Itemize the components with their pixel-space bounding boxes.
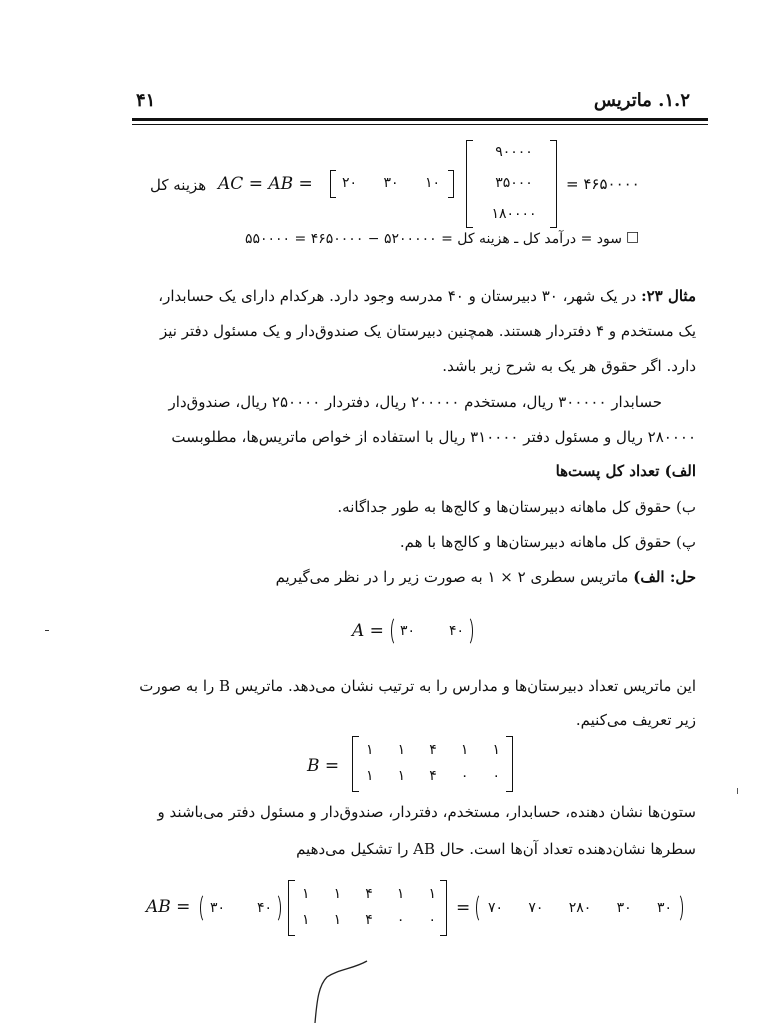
example-line-2: یک مستخدم و ۴ دفتردار هستند. همچنین دبیرستان یک صندوق‌دار و یک مسئول دفتر نیز (159, 322, 696, 340)
eq1-row-0: ۲۰ (342, 175, 358, 191)
ab-result (488, 897, 672, 919)
eq1-col-0: ۹۰۰۰۰ (495, 144, 533, 160)
ab-res-3: ۳۰ (616, 900, 632, 916)
eq2-text: سود = درآمد کل ـ هزینه کل = ۵۲۰۰۰۰۰ − ۴۶۵۰۰۰۰ = ۵۵۰۰۰۰ (244, 231, 622, 247)
ab-b-r1-4: ۱ (428, 886, 436, 902)
example-line-4: حسابدار ۳۰۰۰۰۰ ریال، مستخدم ۲۰۰۰۰۰ ریال، دفتردار ۲۵۰۰۰۰ ریال، صندوق‌دار (168, 393, 662, 411)
ab-res-4: ۳۰ (656, 900, 672, 916)
ab-res-2: ۲۸۰ (568, 900, 592, 916)
solution-line-5: سطرها نشان‌دهنده تعداد آن‌ها است. حال AB را تشکیل می‌دهیم (296, 840, 696, 858)
item-b: ب) حقوق کل ماهانه دبیرستان‌ها و کالج‌ها به طور جداگانه. (337, 498, 696, 516)
left-bracket (352, 736, 359, 792)
b-r2-0: ۱ (366, 768, 374, 784)
solution-line-3: زیر تعریف می‌کنیم. (575, 711, 696, 729)
b-r1-4: ۱ (492, 742, 500, 758)
ab-a-values (210, 897, 272, 919)
eq1-row-2: ۱۰ (424, 175, 440, 191)
qed-box: □ (626, 229, 640, 245)
ab-b-r1-1: ۱ (333, 886, 342, 902)
example-line-3: دارد. اگر حقوق هر یک به شرح زیر باشد. (442, 357, 696, 375)
page-number: ۴۱ (136, 90, 156, 111)
ab-b-row-2 (302, 910, 436, 930)
ab-b-r2-3: ۰ (396, 912, 405, 928)
b-row-1 (366, 740, 500, 760)
right-paren (672, 893, 683, 923)
left-bracket (466, 140, 473, 228)
ab-res-1: ۷۰ (528, 900, 544, 916)
eq1-col-vector (476, 144, 552, 222)
right-paren (270, 893, 281, 923)
margin-speck (737, 788, 738, 794)
example-line-1: در یک شهر، ۳۰ دبیرستان و ۴۰ مدرسه وجود دارد. هرکدام دارای یک حسابدار، (158, 287, 637, 305)
eq1-col-2: ۱۸۰۰۰۰ (491, 206, 537, 222)
eq1-result: = ۴۶۵۰۰۰۰ (566, 175, 640, 193)
ab-b-row-1 (302, 884, 436, 904)
right-paren (462, 616, 473, 646)
solution-line-1: ماتریس سطری ۲ × ۱ به صورت زیر را در نظر می‌گیریم (275, 568, 629, 586)
a-val-1: ۴۰ (448, 623, 464, 639)
left-bracket (330, 170, 336, 198)
eq1-lhs: AC = AB = (218, 174, 313, 194)
right-bracket (506, 736, 513, 792)
pen-stroke-mark (305, 955, 375, 1024)
ab-b-r2-4: ۰ (428, 912, 436, 928)
ab-b-r1-3: ۱ (396, 886, 405, 902)
eq1-col-1: ۳۵۰۰۰ (495, 175, 533, 191)
ab-b-r2-0: ۱ (302, 912, 310, 928)
right-bracket (448, 170, 454, 198)
ab-equals: = (456, 898, 471, 918)
ab-b-r2-2: ۴ (365, 912, 373, 928)
b-r1-0: ۱ (366, 742, 374, 758)
solution-line-4: ستون‌ها نشان دهنده، حسابدار، مستخدم، دفتردار، صندوق‌دار و مسئول دفتر می‌باشند و (157, 803, 696, 821)
ab-b-r1-0: ۱ (302, 886, 310, 902)
header-rule-thin (132, 124, 708, 125)
a-val-0: ۳۰ (400, 623, 416, 639)
ab-a-1: ۴۰ (256, 900, 272, 916)
header-rule-thick (132, 118, 708, 121)
eq1-label: هزینه کل (150, 176, 207, 194)
left-paren (476, 893, 487, 923)
b-row-2 (366, 766, 500, 786)
eq1-row-vector (342, 172, 440, 194)
solution-line (276, 568, 696, 586)
example-line-5: ۲۸۰۰۰۰ ریال و مسئول دفتر ۳۱۰۰۰۰ ریال با استفاده از خواص ماتریس‌ها، مطلوبست (171, 428, 696, 446)
example-line (140, 287, 696, 305)
example-label: مثال ۲۳: (641, 287, 696, 305)
b-r2-3: ۰ (460, 768, 469, 784)
margin-speck (45, 630, 49, 631)
section-title: ۱.۲. ماتریس (593, 90, 690, 111)
b-lhs: B = (307, 756, 340, 776)
a-lhs: A = (352, 621, 384, 641)
item-p: پ) حقوق کل ماهانه دبیرستان‌ها و کالج‌ها با هم. (399, 533, 696, 551)
right-bracket (440, 880, 447, 936)
item-a: الف) تعداد کل پست‌ها (555, 462, 696, 480)
b-r2-2: ۴ (429, 768, 437, 784)
right-bracket (550, 140, 557, 228)
solution-line-2: این ماتریس تعداد دبیرستان‌ها و مدارس را به ترتیب نشان می‌دهد. ماتریس B را به صورت (139, 677, 696, 695)
left-bracket (288, 880, 295, 936)
solution-label: حل: الف) (633, 568, 696, 586)
ab-b-r2-1: ۱ (333, 912, 342, 928)
ab-lhs: AB = (146, 897, 191, 917)
eq1-row-1: ۳۰ (383, 175, 399, 191)
b-r1-3: ۱ (460, 742, 469, 758)
a-values (400, 620, 464, 642)
ab-b-r1-2: ۴ (365, 886, 373, 902)
ab-res-0: ۷۰ (488, 900, 504, 916)
b-r2-1: ۱ (397, 768, 406, 784)
b-r1-1: ۱ (397, 742, 406, 758)
b-r1-2: ۴ (429, 742, 437, 758)
b-r2-4: ۰ (492, 768, 500, 784)
ab-a-0: ۳۰ (210, 900, 226, 916)
